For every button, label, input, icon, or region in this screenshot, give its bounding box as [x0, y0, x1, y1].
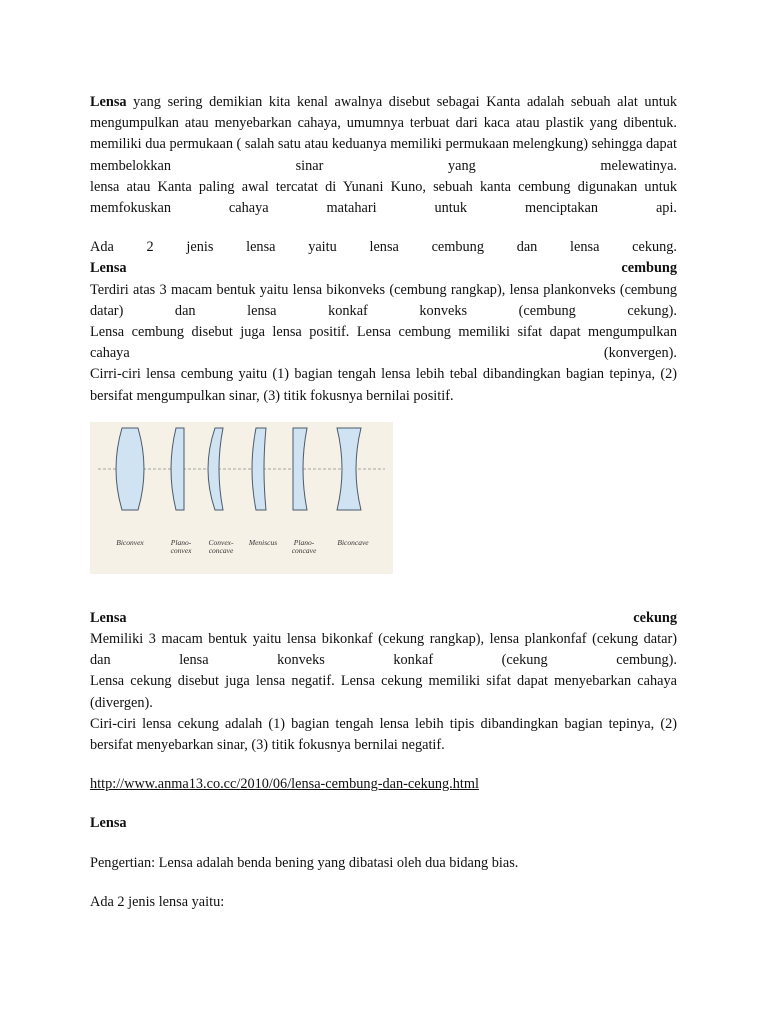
label-meniscus: Meniscus: [248, 537, 278, 547]
label-plano-convex-2: convex: [170, 545, 192, 555]
convex-heading: [90, 258, 677, 279]
source-link-line: [90, 774, 677, 795]
concave-heading-left: Lensa: [90, 609, 127, 626]
document-body: [90, 92, 677, 913]
history-paragraph: lensa atau Kanta paling awal tercatat di Yunani Kuno, sebuah kanta cembung digunakan untuk memfokuskan cahaya matahari untuk menciptakan api.: [90, 178, 677, 217]
concave-traits-paragraph: Ciri-ciri lensa cekung adalah (1) bagian tengah lensa lebih tipis dibandingkan bagian tepinya, (2) bersifat menyebarkan sinar, (3) titik fokusnya bernilai negatif.: [90, 715, 677, 754]
concave-negative-paragraph: Lensa cekung disebut juga lensa negatif. Lensa cekung memiliki sifat dapat menyebarkan cahaya (divergen).: [90, 673, 677, 711]
convex-heading-right: cembung: [621, 260, 677, 277]
intro-lead-term: Lensa: [90, 94, 127, 110]
section-title: [90, 813, 677, 834]
lens-diagram: [90, 422, 393, 574]
biconvex-lens: [116, 428, 144, 510]
concave-heading-right: cekung: [633, 609, 677, 626]
convex-traits-paragraph: Cirri-ciri lensa cembung yaitu (1) bagian tengah lensa lebih tebal dibandingkan bagian tepinya, (2) bersifat mengumpulkan sinar, (3) titik fokusnya bernilai positif.: [90, 366, 677, 404]
label-plano-convex-1: Plano-: [170, 537, 192, 547]
definition-paragraph: Pengertian: Lensa adalah benda bening yang dibatasi oleh dua bidang bias.: [90, 854, 519, 871]
intro-text: yang sering demikian kita kenal awalnya disebut sebagai Kanta adalah sebuah alat untuk mengumpulkan atau menyebarkan cahaya, umumnya terbuat dari kaca atau plastik yang dibentuk. memiliki dua permukaan ( salah satu atau keduanya memiliki permukaan melengkung) sehingga dapat membelokkan sinar yang melewatinya.: [90, 94, 677, 174]
section-title-text: Lensa: [90, 815, 127, 832]
lens-types-intro: Ada 2 jenis lensa yaitu:: [90, 893, 225, 910]
label-biconvex: Biconvex: [116, 537, 144, 547]
label-biconcave: Biconcave: [337, 537, 369, 547]
meniscus-lens: [252, 428, 266, 510]
intro-paragraph: [90, 92, 677, 177]
plano-convex-lens: [171, 428, 184, 510]
label-convex-concave-1: Convex-: [208, 537, 234, 547]
concave-forms-paragraph: Memiliki 3 macam bentuk yaitu lensa bikonkaf (cekung rangkap), lensa plankonfaf (cekung datar) dan lensa konveks konkaf (cekung cembung).: [90, 631, 677, 669]
types-sentence: Ada 2 jenis lensa yaitu lensa cembung dan lensa cekung.: [90, 239, 677, 256]
concave-heading: [90, 608, 677, 629]
label-plano-concave-1: Plano-: [293, 537, 315, 547]
convex-forms-paragraph: Terdiri atas 3 macam bentuk yaitu lensa bikonveks (cembung rangkap), lensa plankonveks (cembung datar) dan lensa konkaf konveks (cembung cekung).: [90, 281, 677, 319]
convex-positive-paragraph: Lensa cembung disebut juga lensa positif. Lensa cembung memiliki sifat dapat mengumpulkan cahaya (konvergen).: [90, 324, 677, 362]
label-convex-concave-2: concave: [208, 545, 234, 555]
source-link[interactable]: http://www.anma13.co.cc/2010/06/lensa-cembung-dan-cekung.html: [90, 776, 479, 793]
label-plano-concave-2: concave: [291, 545, 317, 555]
convex-heading-left: Lensa: [90, 260, 127, 277]
lens-types-figure: [90, 422, 393, 574]
